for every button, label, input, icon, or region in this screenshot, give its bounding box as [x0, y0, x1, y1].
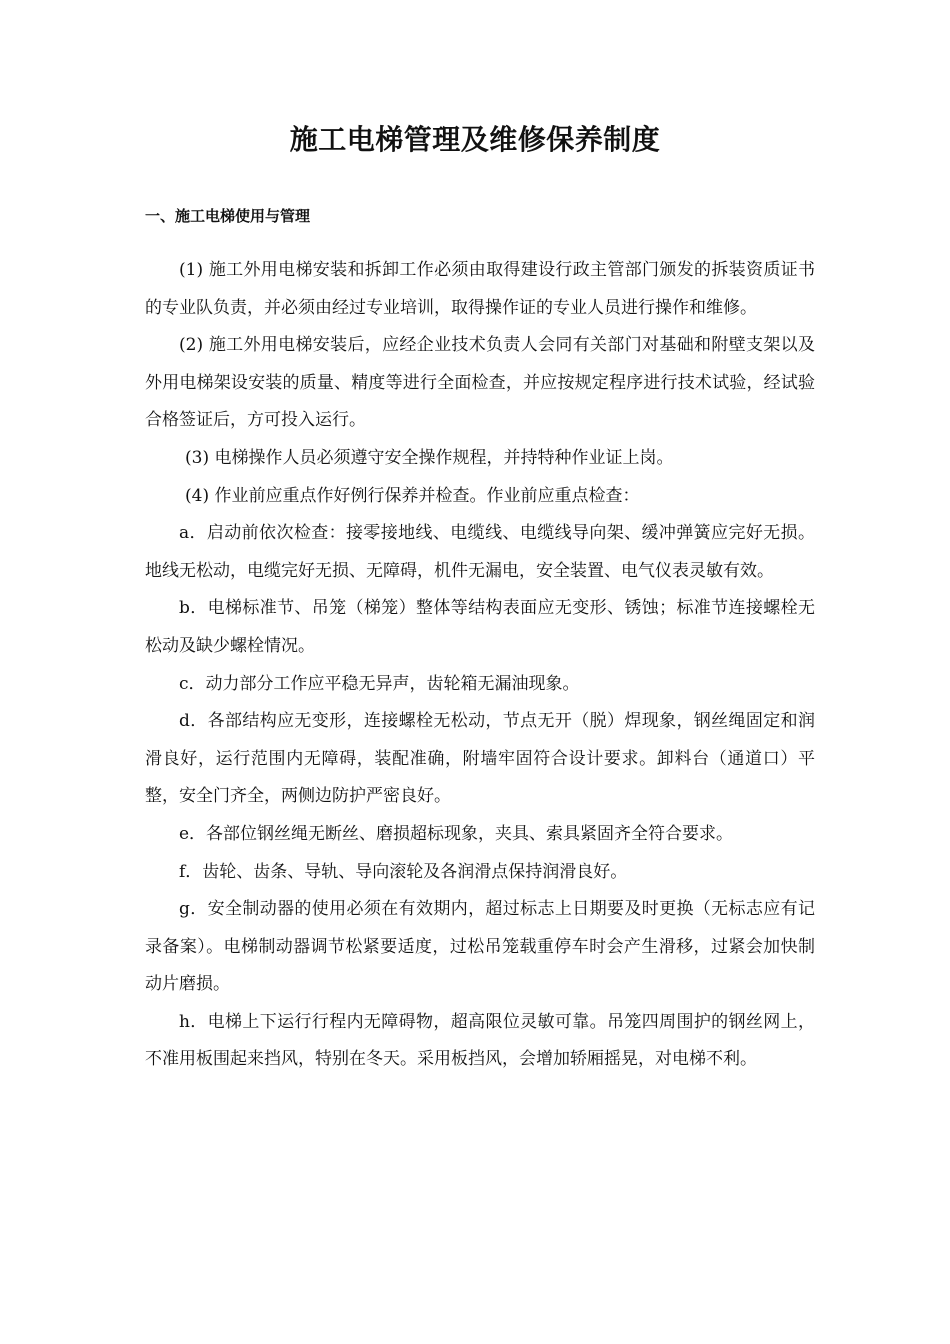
paragraph-3: (3) 电梯操作人员必须遵守安全操作规程，并持特种作业证上岗。: [185, 447, 674, 468]
document-body: [145, 252, 815, 1079]
section-heading: 一、施工电梯使用与管理: [145, 207, 311, 225]
paragraph-item-d: d．各部结构应无变形，连接螺栓无松动，节点无开（脱）焊现象，钢丝绳固定和润滑良好，运行范围内无障碍，装配准确，附墙牢固符合设计要求。卸料台（通道口）平整，安全门齐全，两侧边防护严密良好。: [145, 711, 815, 807]
paragraph-item-g: g．安全制动器的使用必须在有效期内，超过标志上日期要及时更换（无标志应有记录备案）。电梯制动器调节松紧要适度，过松吊笼载重停车时会产生滑移，过紧会加快制动片磨损。: [145, 899, 815, 995]
paragraph-2: (2) 施工外用电梯安装后，应经企业技术负责人会同有关部门对基础和附壁支架以及外用电梯架设安装的质量、精度等进行全面检查，并应按规定程序进行技术试验，经试验合格签证后，方可投入运行。: [145, 335, 815, 431]
document-title: 施工电梯管理及维修保养制度: [289, 123, 661, 156]
paragraph-item-e: e．各部位钢丝绳无断丝、磨损超标现象，夹具、索具紧固齐全符合要求。: [179, 823, 734, 844]
paragraph-item-h: h．电梯上下运行行程内无障碍物，超高限位灵敏可靠。吊笼四周围护的钢丝网上，不准用板围起来挡风，特别在冬天。采用板挡风，会增加轿厢摇晃，对电梯不利。: [145, 1011, 815, 1070]
paragraph-item-c: c．动力部分工作应平稳无异声，齿轮箱无漏油现象。: [179, 673, 580, 694]
paragraph-item-b: b．电梯标准节、吊笼（梯笼）整体等结构表面应无变形、锈蚀；标准节连接螺栓无松动及缺少螺栓情况。: [145, 598, 815, 656]
paragraph-item-f: f．齿轮、齿条、导轨、导向滚轮及各润滑点保持润滑良好。: [179, 861, 628, 882]
paragraph-item-a: a．启动前依次检查：接零接地线、电缆线、电缆线导向架、缓冲弹簧应完好无损。地线无松动，电缆完好无损、无障碍，机件无漏电，安全装置、电气仪表灵敏有效。: [145, 523, 815, 581]
paragraph-4: (4) 作业前应重点作好例行保养并检查。作业前应重点检查：: [185, 485, 640, 506]
paragraph-1: (1) 施工外用电梯安装和拆卸工作必须由取得建设行政主管部门颁发的拆装资质证书的专业队负责，并必须由经过专业培训，取得操作证的专业人员进行操作和维修。: [145, 260, 815, 318]
